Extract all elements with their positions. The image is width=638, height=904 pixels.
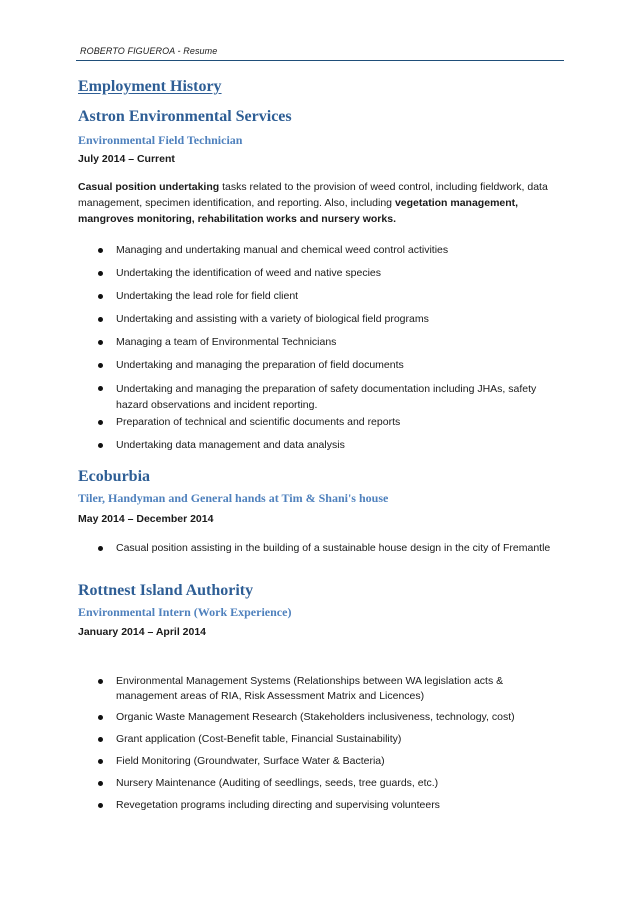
list-item: Undertaking and managing the preparation of field documents (96, 358, 566, 373)
job-bullet-list (96, 674, 566, 813)
job-dates: January 2014 – April 2014 (78, 626, 207, 638)
description-body: tasks related to the provision of weed control, including fieldwork, data management, specimen identification, and reporting. Also, including (78, 181, 548, 209)
job-organization: Ecoburbia (78, 468, 151, 485)
list-item: Casual position assisting in the building of a sustainable house design in the city of Fremantle (96, 541, 566, 556)
job-organization: Astron Environmental Services (78, 108, 292, 125)
job-bullet-list (96, 243, 566, 453)
list-item: Preparation of technical and scientific documents and reports (96, 415, 566, 430)
job-description (78, 179, 568, 227)
job-bullet-list (96, 541, 566, 556)
list-item: Field Monitoring (Groundwater, Surface Water & Bacteria) (96, 754, 566, 769)
list-item: Undertaking and assisting with a variety of biological field programs (96, 312, 566, 327)
description-bold-tail: vegetation management, mangroves monitoring, rehabilitation works and nursery works. (78, 197, 519, 225)
list-item: Grant application (Cost-Benefit table, Financial Sustainability) (96, 732, 566, 747)
section-title: Employment History (78, 78, 222, 95)
list-item: Undertaking the identification of weed and native species (96, 266, 566, 281)
job-dates: July 2014 – Current (78, 153, 175, 165)
description-bold-lead: Casual position undertaking (78, 181, 220, 193)
list-item: Environmental Management Systems (Relationships between WA legislation acts & management areas of RIA, Risk Assessment Matrix and Licences) (96, 674, 566, 704)
job-role: Environmental Intern (Work Experience) (78, 605, 292, 619)
job-organization: Rottnest Island Authority (78, 582, 254, 599)
job-dates: May 2014 – December 2014 (78, 513, 214, 525)
list-item: Organic Waste Management Research (Stakeholders inclusiveness, technology, cost) (96, 710, 566, 725)
list-item: Undertaking and managing the preparation of safety documentation including JHAs, safety hazard observations and incident reporting. (96, 381, 566, 413)
list-item: Revegetation programs including directing and supervising volunteers (96, 798, 566, 813)
list-item: Nursery Maintenance (Auditing of seedlings, seeds, tree guards, etc.) (96, 776, 566, 791)
header-divider (76, 60, 564, 61)
job-role: Environmental Field Technician (78, 133, 243, 147)
running-header: ROBERTO FIGUEROA - Resume (80, 46, 218, 56)
list-item: Managing a team of Environmental Technicians (96, 335, 566, 350)
list-item: Undertaking data management and data analysis (96, 438, 566, 453)
list-item: Undertaking the lead role for field client (96, 289, 566, 304)
list-item: Managing and undertaking manual and chemical weed control activities (96, 243, 566, 258)
job-role: Tiler, Handyman and General hands at Tim & Shani's house (78, 491, 389, 505)
